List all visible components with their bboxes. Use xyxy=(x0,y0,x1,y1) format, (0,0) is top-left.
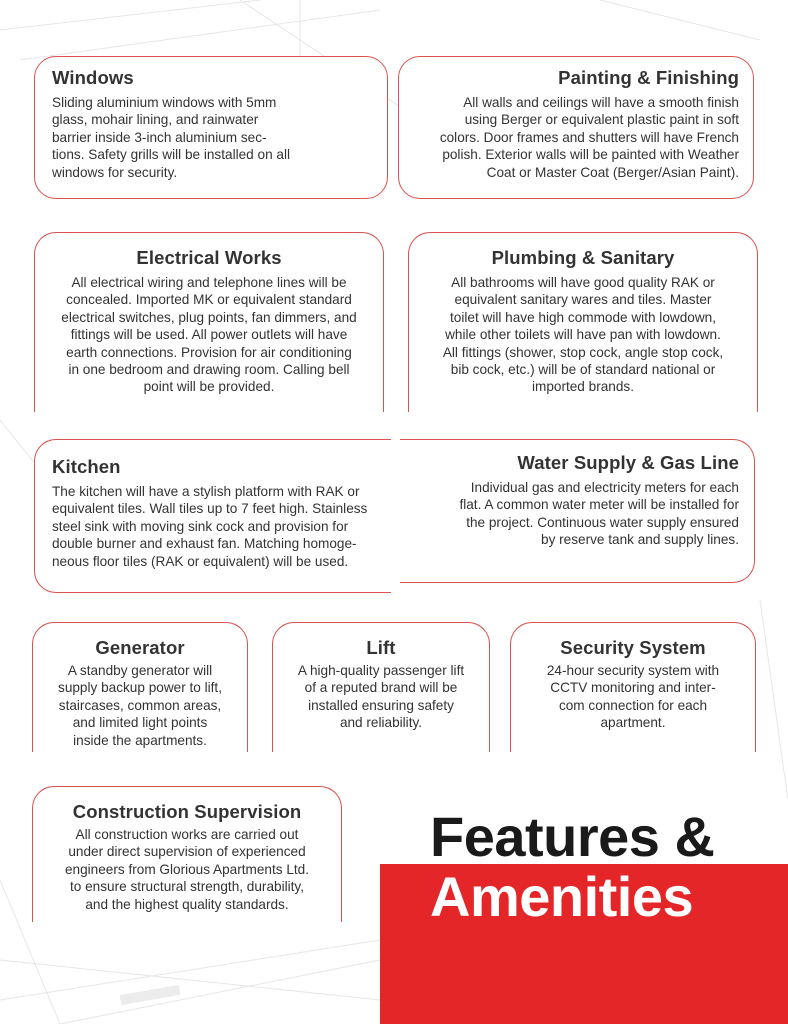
card-title: Generator xyxy=(95,637,185,658)
card-security-system xyxy=(510,622,756,752)
card-text: All walls and ceilings will have a smooth finish using Berger or equivalent plastic paint in soft colors. Door frames and shutters will have French polish. Exterior walls will be painted with Weather Coat or Master Coat (Berger/Asian Paint). xyxy=(439,95,739,180)
features-amenities-title xyxy=(380,800,788,1024)
card-title: Security System xyxy=(560,637,706,658)
card-title: Water Supply & Gas Line xyxy=(517,452,739,473)
card-text: A high-quality passenger lift of a reputed brand will be installed ensuring safety and reliability. xyxy=(297,663,465,731)
card-water-supply-gas xyxy=(400,439,755,583)
card-plumbing-sanitary xyxy=(408,232,758,412)
card-title: Windows xyxy=(52,67,134,88)
card-title: Electrical Works xyxy=(136,247,282,268)
card-text: Sliding aluminium windows with 5mm glass, mohair lining, and rainwater barrier inside 3-inch aluminium sec- tions. Safety grills will be installed on all windows for security. xyxy=(52,95,291,180)
card-construction-supervision xyxy=(32,786,342,922)
card-text: All construction works are carried out under direct supervision of experienced engineers from Glorious Apartments Ltd. to ensure structural strength, durability, and the highest quality standards. xyxy=(64,827,310,912)
card-title: Painting & Finishing xyxy=(558,67,739,88)
card-text: All bathrooms will have good quality RAK or equivalent sanitary wares and tiles. Master toilet will have high commode with lowdown, while other toilets will have pan with lowdown. All fittings (shower, stop cock, angle stop cock, bib cock, etc.) will be of standard national or imported brands. xyxy=(442,275,724,395)
card-title: Construction Supervision xyxy=(72,801,302,822)
card-electrical-works xyxy=(34,232,384,412)
card-painting-finishing xyxy=(398,56,754,199)
card-text: Individual gas and electricity meters for each flat. A common water meter will be installed for the project. Continuous water supply ensured by reserve tank and supply lines. xyxy=(459,480,739,548)
card-lift xyxy=(272,622,490,752)
card-title: Plumbing & Sanitary xyxy=(491,247,675,268)
card-generator xyxy=(32,622,248,752)
card-text: The kitchen will have a stylish platform with RAK or equivalent tiles. Wall tiles up to 7 feet high. Stainless steel sink with moving sink cock and provision for double burner and exhaust fan. Matching homoge- neous floor tiles (RAK or equivalent) will be used. xyxy=(52,484,368,569)
card-text: All electrical wiring and telephone lines will be concealed. Imported MK or equivalent standard electrical switches, plug points, fan dimmers, and fittings will be used. All power outlets will have earth connections. Provision for air conditioning in one bedroom and drawing room. Calling bell point will be provided. xyxy=(61,275,357,395)
card-kitchen xyxy=(34,439,391,593)
card-title: Lift xyxy=(366,637,396,658)
card-text: 24-hour security system with CCTV monitoring and inter- com connection for each apartment. xyxy=(546,663,720,731)
card-title: Kitchen xyxy=(52,456,121,477)
title-line-1: Features & xyxy=(430,805,715,868)
card-windows xyxy=(34,56,388,199)
card-text: A standby generator will supply backup power to lift, staircases, common areas, and limited light points inside the apartments. xyxy=(58,663,222,748)
title-line-2: Amenities xyxy=(430,865,694,928)
